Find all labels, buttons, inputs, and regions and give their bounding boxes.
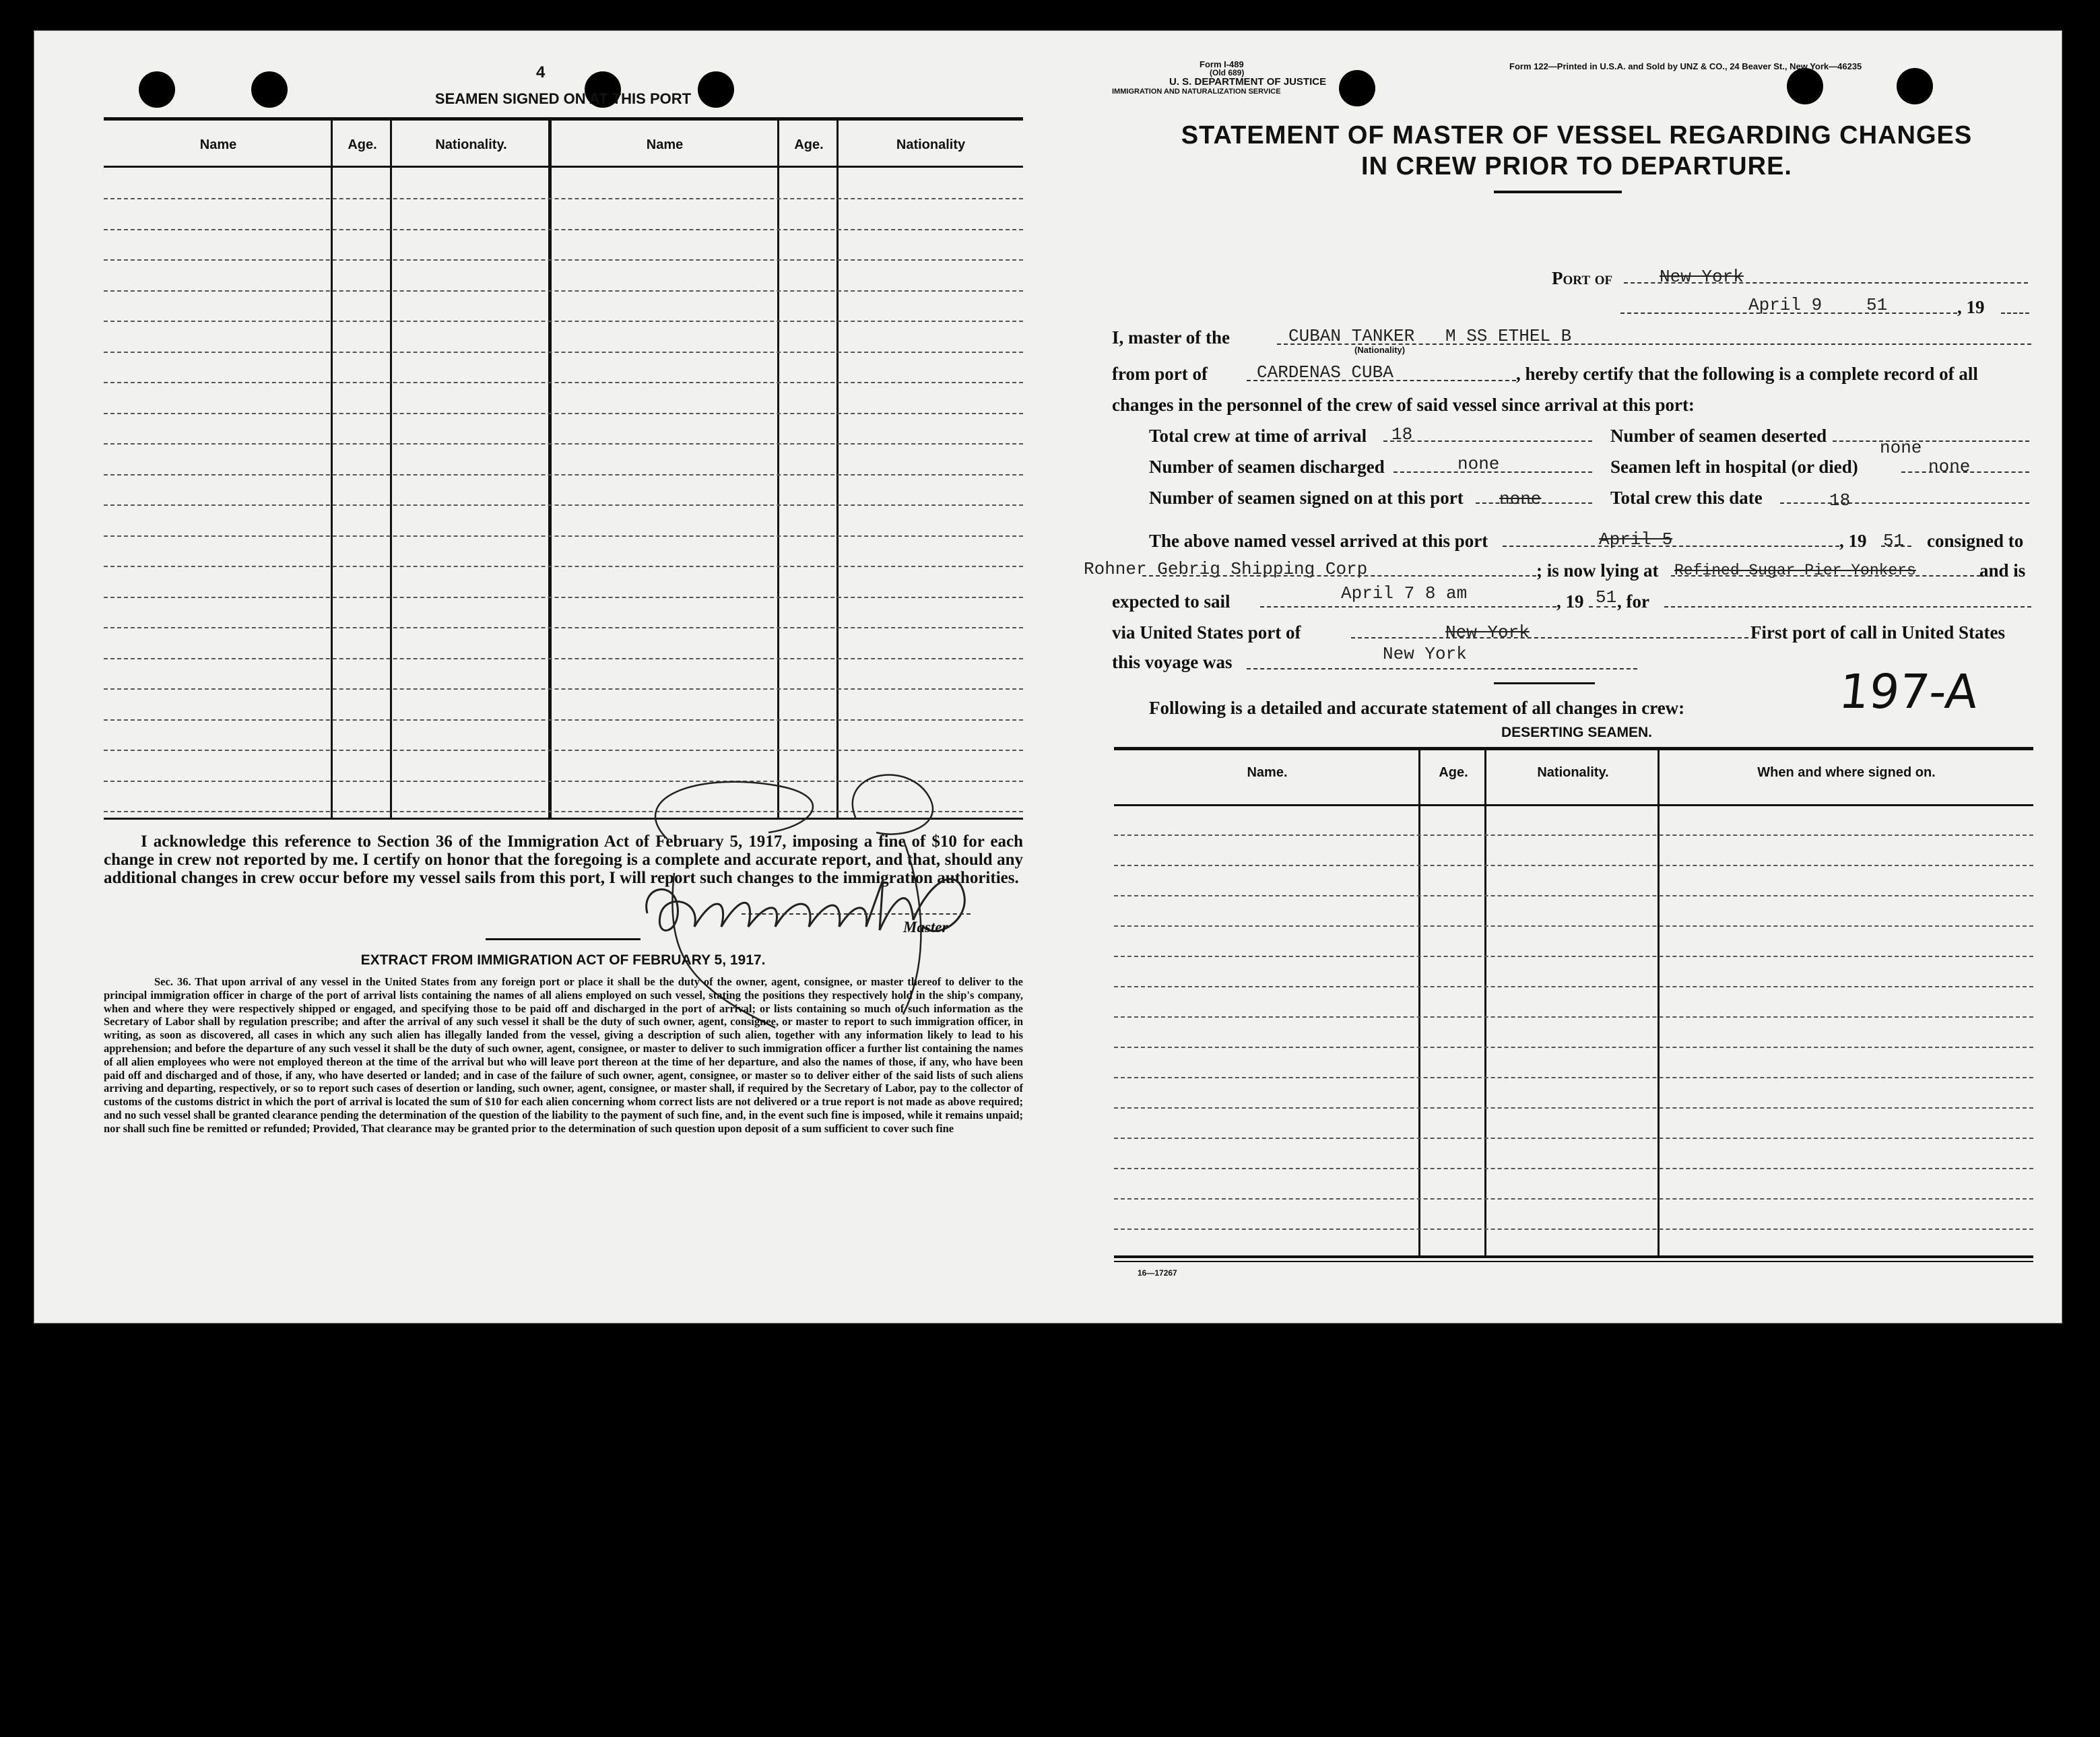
- year-line: [2001, 313, 2029, 314]
- lying-label: ; is now lying at: [1536, 560, 1659, 581]
- column-divider: [836, 121, 839, 818]
- table-row: [1114, 986, 2033, 987]
- column-header-name: Name: [199, 137, 237, 152]
- section-36-text: Sec. 36. That upon arrival of any vessel in the United States from any foreign port or place it shall be the duty of the owner, agent, consignee, or master thereof to deliver to the principal immigration officer in charge of the port of arrival lists containing the names of all aliens employed on such vessel, stating the positions they respectively hold in the ship's company, when and where they were respectively shipped or engaged, and specifying those to be paid off and discharged in the port of arrival; or lists containing so much of such information as the Secretary of Labor shall by regulation prescribe; and after the arrival of any such vessel it shall be the duty of such owner, agent, consignee, or master to report to such immigration officer, in writing, as soon as discovered, all cases in which any such alien has illegally landed from the vessel, giving a description of such alien, together with any information likely to lead to his apprehension; and before the departure of any such vessel it shall be the duty of such owner, agent, consignee, or master to deliver to such immigration officer a further list containing the names of all alien employees who were not employed thereon at the time of the arrival but who will leave port thereon at the time of her departure, and also the names of those, if any, who have been paid off and discharged and of those, if any, who have deserted or landed; and in case of the failure of such owner, agent, consignee, or master so to deliver either of the said lists of such aliens arriving and departing, respectively, or so to report such cases of desertion or landing, such owner, agent, consignee, or master shall, if required by the Secretary of Labor, pay to the collector of customs of the customs district in which the port of arrival is located the sum of $10 for each alien concerning whom correct lists are not delivered or a true report is not made as above required; and no such vessel shall be granted clearance pending the determination of the question of the liability to the payment of such fine, and, in the event such fine is imposed, while it remains unpaid; nor shall such fine be remitted or refunded; Provided, That clearance may be granted prior to the determination of such question upon deposit of a sum sufficient to cover such fine: [104, 975, 1023, 1135]
- column-divider: [331, 121, 333, 818]
- arrived-year-value: 51: [1883, 531, 1905, 551]
- deserted-label: Number of seamen deserted: [1610, 426, 1827, 446]
- column-header-age: Age.: [1439, 765, 1468, 780]
- consignee-line: [1142, 575, 1536, 577]
- column-header-age: Age.: [794, 137, 824, 152]
- signed-on-label: Number of seamen signed on at this port: [1149, 488, 1464, 508]
- consignee-value: Rohner Gebrig Shipping Corp: [1084, 559, 1368, 579]
- extract-title: EXTRACT FROM IMMIGRATION ACT OF FEBRUARY 5, 1917.: [360, 952, 766, 968]
- port-of-label: Port of: [1552, 268, 1613, 288]
- date-value: April 9: [1748, 295, 1823, 315]
- table-row: [1114, 1168, 2033, 1169]
- table-row: [104, 321, 1023, 322]
- table-row: [104, 750, 1023, 751]
- column-header-age: Age.: [348, 137, 377, 152]
- table-header-rule: [104, 166, 1023, 168]
- table-row: [104, 259, 1023, 261]
- arrived-value: April 5: [1599, 529, 1673, 550]
- column-divider: [1484, 750, 1486, 1257]
- deserting-table-header-rule: [1114, 804, 2033, 806]
- table-row: [104, 229, 1023, 230]
- department-name: U. S. DEPARTMENT OF JUSTICE: [1169, 76, 1327, 88]
- year-prefix: , 19: [1957, 297, 1985, 317]
- table-row: [1114, 1047, 2033, 1048]
- for-label: , for: [1617, 591, 1649, 612]
- short-rule: [1494, 682, 1595, 684]
- from-port-label: from port of: [1112, 364, 1208, 384]
- form-number: Form I-489: [1200, 59, 1244, 69]
- port-of-value: New York: [1660, 267, 1744, 287]
- table-row: [104, 198, 1023, 199]
- for-line: [1664, 606, 2031, 608]
- via-label: via United States port of: [1112, 622, 1301, 643]
- total-crew-date-line: [1780, 502, 2029, 504]
- this-voyage-label: this voyage was: [1112, 652, 1233, 672]
- deserting-table-bottom-rule: [1114, 1261, 2033, 1262]
- arrived-label: The above named vessel arrived at this port: [1149, 531, 1488, 551]
- year-value: 51: [1866, 295, 1888, 315]
- column-header-signed-on: When and where signed on.: [1757, 765, 1936, 780]
- changes-text: changes in the personnel of the crew of said vessel since arrival at this port:: [1112, 395, 1695, 415]
- column-header-name: Name.: [1247, 765, 1288, 780]
- table-row: [104, 443, 1023, 445]
- table-row: [1114, 895, 2033, 896]
- vessel-nationality-value: CUBAN TANKER: [1288, 326, 1415, 346]
- nationality-caption: (Nationality): [1354, 345, 1406, 355]
- table-row: [104, 719, 1023, 721]
- column-divider: [1658, 750, 1660, 1257]
- following-text: Following is a detailed and accurate statement of all changes in crew:: [1149, 698, 1685, 718]
- table-row: [1114, 925, 2033, 927]
- column-header-nationality: Nationality.: [1537, 765, 1609, 780]
- expected-label: expected to sail: [1112, 591, 1231, 612]
- expected-value: April 7 8 am: [1341, 583, 1468, 603]
- table-row: [1114, 1016, 2033, 1018]
- service-name: IMMIGRATION AND NATURALIZATION SERVICE: [1112, 88, 1281, 96]
- table-row: [104, 474, 1023, 476]
- table-row: [1114, 1198, 2033, 1200]
- punch-hole: [1897, 68, 1933, 104]
- master-of-label: I, master of the: [1112, 327, 1230, 348]
- table-row: [104, 413, 1023, 414]
- column-divider: [1418, 750, 1420, 1257]
- first-port-label: First port of call in United States: [1750, 622, 2005, 643]
- signature-line: [742, 913, 971, 915]
- table-row: [1114, 1107, 2033, 1109]
- table-row: [104, 627, 1023, 628]
- deserting-table-bottom-rule: [1114, 1255, 2033, 1258]
- via-value: New York: [1445, 622, 1530, 643]
- footer-code: 16—17267: [1138, 1268, 1177, 1278]
- column-divider: [390, 121, 392, 818]
- table-row: [104, 597, 1023, 598]
- signed-on-value: none: [1499, 489, 1542, 509]
- expected-year-prefix: , 19: [1556, 591, 1584, 612]
- table-row: [104, 566, 1023, 567]
- table-row: [1114, 834, 2033, 836]
- table-row: [1114, 956, 2033, 957]
- total-crew-date-value: 18: [1829, 490, 1851, 511]
- table-row: [104, 504, 1023, 506]
- form-title-line2: IN CREW PRIOR TO DEPARTURE.: [1361, 152, 1792, 181]
- form-title-line1: STATEMENT OF MASTER OF VESSEL REGARDING CHANGES: [1181, 121, 1973, 150]
- printer-note: Form 122—Printed in U.S.A. and Sold by UNZ & CO., 24 Beaver St., New York—46235: [1509, 61, 1862, 71]
- master-label: Master: [903, 919, 948, 936]
- form-old-number: (Old 689): [1210, 68, 1245, 77]
- section-title: SEAMEN SIGNED ON AT THIS PORT: [434, 90, 692, 107]
- this-voyage-value: New York: [1383, 644, 1467, 664]
- consigned-label: consigned to: [1927, 531, 2024, 551]
- page-number: 4: [536, 63, 546, 81]
- discharged-value: none: [1457, 454, 1500, 474]
- discharged-label: Number of seamen discharged: [1149, 457, 1385, 477]
- punch-hole: [1787, 68, 1823, 104]
- total-crew-arrival-line: [1383, 440, 1592, 442]
- table-row: [104, 688, 1023, 690]
- arrived-year-line: [1881, 546, 1911, 547]
- table-row: [104, 658, 1023, 659]
- table-row: [104, 352, 1023, 353]
- certify-text: , hereby certify that the following is a complete record of all: [1516, 364, 1978, 384]
- column-header-nationality: Nationality: [896, 137, 966, 152]
- column-header-name: Name: [646, 137, 684, 152]
- hospital-label: Seamen left in hospital (or died): [1610, 457, 1858, 477]
- vessel-name-value: M SS ETHEL B: [1445, 326, 1572, 346]
- total-crew-arrival-value: 18: [1391, 424, 1413, 445]
- expected-year-value: 51: [1596, 587, 1617, 608]
- expected-year-line: [1589, 606, 1616, 608]
- via-line: [1351, 637, 1748, 638]
- table-row: [1114, 1138, 2033, 1139]
- deserting-title: DESERTING SEAMEN.: [1501, 725, 1653, 740]
- table-top-rule: [104, 117, 1023, 121]
- punch-hole: [1339, 70, 1375, 106]
- deserting-table-top-rule: [1114, 747, 2033, 750]
- table-row: [1114, 865, 2033, 866]
- column-divider: [548, 121, 552, 818]
- document-sheet: [34, 30, 2062, 1323]
- short-rule: [486, 938, 641, 940]
- deserted-value: none: [1880, 438, 1922, 458]
- from-port-value: CARDENAS CUBA: [1257, 362, 1393, 383]
- table-row: [1114, 1077, 2033, 1078]
- table-row: [104, 382, 1023, 383]
- file-number-annotation: 197-A: [1836, 664, 1981, 719]
- expected-line: [1260, 606, 1556, 608]
- column-header-nationality: Nationality.: [435, 137, 507, 152]
- table-row: [1114, 1228, 2033, 1230]
- this-voyage-line: [1247, 668, 1637, 669]
- deserted-line: [1833, 440, 2029, 442]
- total-crew-arrival-label: Total crew at time of arrival: [1149, 426, 1367, 446]
- title-underline: [1494, 191, 1622, 193]
- total-crew-date-label: Total crew this date: [1610, 488, 1763, 508]
- hospital-value: none: [1928, 457, 1971, 477]
- column-divider: [777, 121, 779, 818]
- acknowledgment-paragraph: I acknowledge this reference to Section 36 of the Immigration Act of February 5, 1917, imposing a fine of $10 for each change in crew not reported by me. I certify on honor that the foregoing is a complete and accurate report, and that, should any additional changes in crew occur before my vessel sails from this port, I will report such changes to the immigration authorities.: [104, 832, 1023, 887]
- arrived-year-prefix: , 19: [1839, 531, 1867, 551]
- lying-value: Refined Sugar Pier Yonkers: [1674, 562, 1916, 579]
- table-row: [104, 290, 1023, 292]
- table-row: [104, 535, 1023, 537]
- and-is-label: and is: [1979, 560, 2026, 581]
